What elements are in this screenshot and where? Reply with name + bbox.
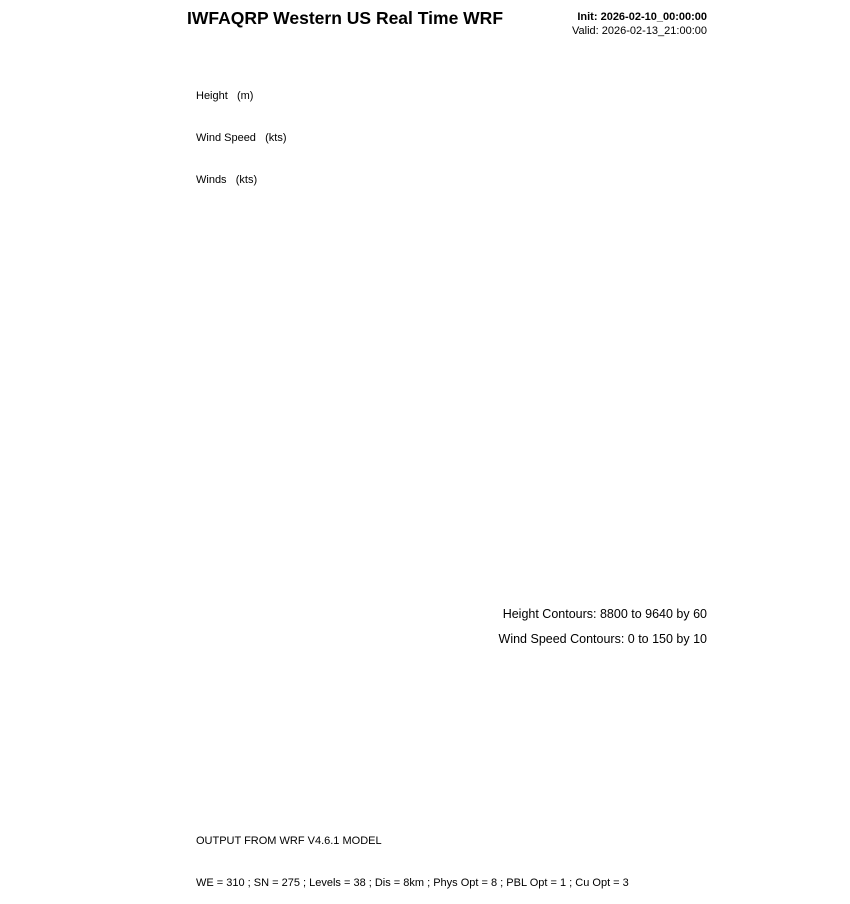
init-value: 2026-02-10_00:00:00 xyxy=(600,11,707,23)
contour-notes xyxy=(380,606,707,647)
legend-line-height: Height (m) xyxy=(196,90,254,102)
valid-value: 2026-02-13_21:00:00 xyxy=(601,24,707,37)
valid-label: Valid: xyxy=(572,24,599,37)
height-contour-note: Height Contours: 8800 to 9640 by 60 xyxy=(502,607,707,621)
init-label: Init: xyxy=(577,11,598,23)
legend-line-winds: Winds (kts) xyxy=(196,174,258,186)
page-title: IWFAQRP Western US Real Time WRF xyxy=(186,8,504,28)
footer-line2: WE = 310 ; SN = 275 ; Levels = 38 ; Dis = 8km ; Phys Opt = 8 ; PBL Opt = 1 ; Cu Opt = 3 xyxy=(196,877,629,889)
legend-line-windspeed: Wind Speed (kts) xyxy=(196,132,287,144)
wind-contour-note: Wind Speed Contours: 0 to 150 by 10 xyxy=(498,632,707,646)
footer-line1: OUTPUT FROM WRF V4.6.1 MODEL xyxy=(196,835,382,847)
model-footer xyxy=(196,806,629,904)
